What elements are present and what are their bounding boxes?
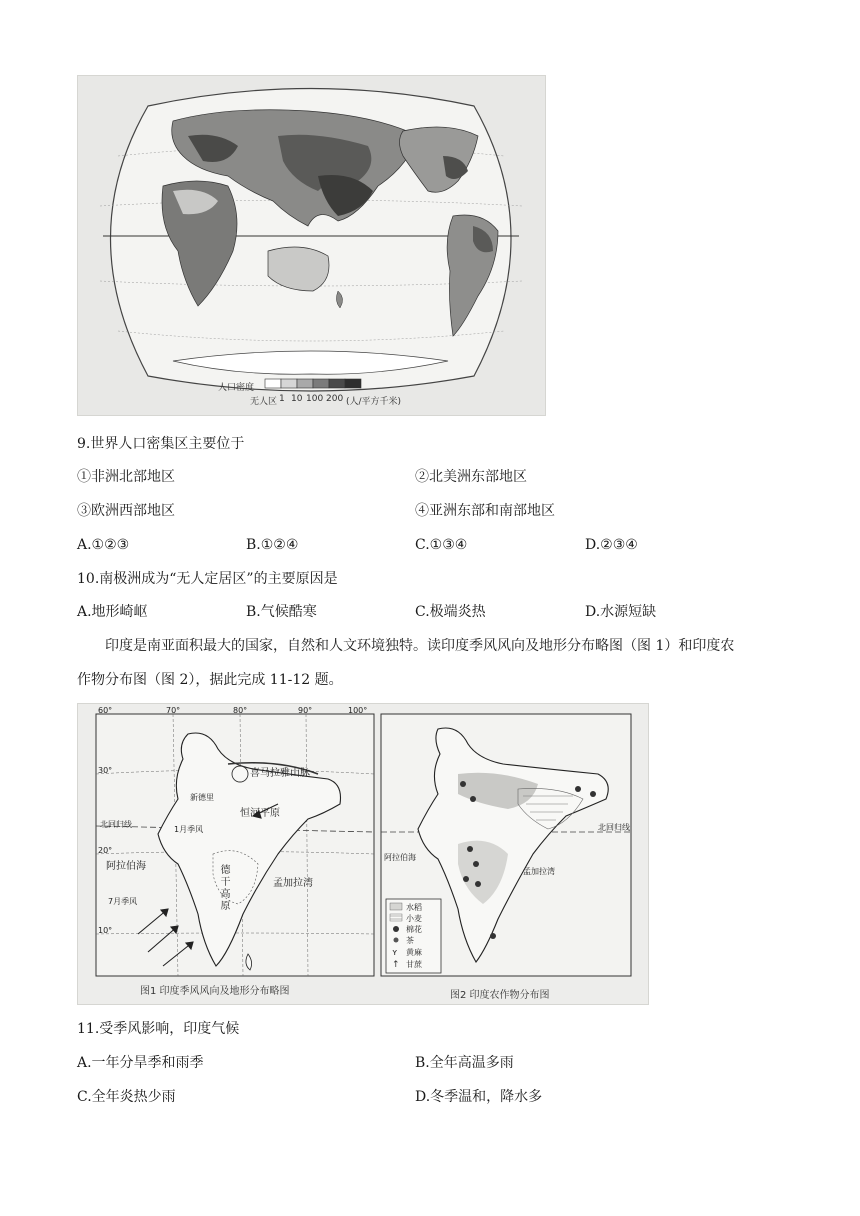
q9-item-2: ②北美洲东部地区 (415, 469, 527, 485)
q9-stem: 9.世界人口密集区主要位于 (77, 436, 245, 452)
q10-option-d[interactable]: D.水源短缺 (585, 604, 657, 620)
legend-tea: 茶 (406, 936, 414, 945)
q10-option-c[interactable]: C.极端炎热 (415, 604, 486, 620)
world-map-graphic (78, 76, 545, 415)
legend-title: 人口密度 (218, 383, 255, 393)
label-bengal-fig1: 孟加拉湾 (273, 878, 313, 889)
q9-option-b[interactable]: B.①②④ (246, 537, 299, 553)
legend-sugarcane: 甘蔗 (406, 960, 422, 969)
fig2-caption: 图2 印度农作物分布图 (450, 990, 550, 1001)
q10-option-a[interactable]: A.地形崎岖 (77, 604, 148, 620)
lat-label-10: 10° (98, 926, 113, 935)
lon-label-100: 100° (348, 706, 368, 715)
label-deccan: 德干高原 (218, 864, 229, 912)
label-himalaya: 喜马拉雅山脉 (250, 768, 310, 779)
legend-label-200: 200 (326, 394, 344, 404)
passage-line-1: 印度是南亚面积最大的国家，自然和人文环境独特。读印度季风风向及地形分布略图（图 1）和印度农 (105, 638, 735, 654)
q10-option-b[interactable]: B.气候酷寒 (246, 604, 317, 620)
q11-option-d[interactable]: D.冬季温和，降水多 (415, 1089, 543, 1105)
q9-option-c[interactable]: C.①③④ (415, 537, 468, 553)
q11-option-c[interactable]: C.全年炎热少雨 (77, 1089, 176, 1105)
lon-label-90: 90° (298, 706, 313, 715)
label-arabian-sea-fig1: 阿拉伯海 (106, 861, 146, 872)
svg-text:↑: ↑ (392, 960, 400, 970)
legend-wheat: 小麦 (406, 914, 422, 923)
q9-item-3: ③欧洲西部地区 (77, 503, 175, 519)
label-tropic-fig2: 北回归线 (598, 823, 630, 832)
label-tropic-fig1: 北回归线 (100, 820, 132, 829)
q10-stem: 10.南极洲成为“无人定居区”的主要原因是 (77, 571, 338, 587)
q11-option-a[interactable]: A.一年分旱季和雨季 (77, 1055, 204, 1071)
label-new-delhi: 新德里 (190, 793, 214, 802)
q9-option-a[interactable]: A.①②③ (77, 537, 130, 553)
svg-text:ʏ: ʏ (392, 948, 398, 958)
label-arabian-sea-fig2: 阿拉伯海 (384, 853, 416, 862)
legend-label-10: 10 (291, 394, 303, 404)
legend-cotton: 棉花 (406, 925, 422, 934)
q11-option-b[interactable]: B.全年高温多雨 (415, 1055, 514, 1071)
q9-option-d[interactable]: D.②③④ (585, 537, 638, 553)
india-maps-graphic (78, 704, 648, 1004)
label-jan-monsoon: 1月季风 (174, 825, 204, 834)
legend-label-1: 1 (279, 394, 285, 404)
lat-label-30: 30° (98, 766, 113, 775)
world-population-map (77, 75, 546, 416)
fig1-caption: 图1 印度季风风向及地形分布略图 (140, 986, 290, 997)
lat-label-20: 20° (98, 846, 113, 855)
legend-rice: 水稻 (406, 903, 422, 912)
legend-label-unit: (人/平方千米) (346, 397, 402, 407)
legend-label-100: 100 (306, 394, 324, 404)
india-maps-figure (77, 703, 649, 1005)
q9-item-4: ④亚洲东部和南部地区 (415, 503, 555, 519)
lon-label-80: 80° (233, 706, 248, 715)
legend-label-none: 无人区 (250, 397, 278, 407)
q11-stem: 11.受季风影响，印度气候 (77, 1021, 240, 1037)
lon-label-70: 70° (166, 706, 181, 715)
lon-label-60: 60° (98, 706, 113, 715)
legend-jute: 黄麻 (406, 948, 422, 957)
passage-line-2: 作物分布图（图 2），据此完成 11-12 题。 (77, 672, 343, 688)
label-ganges-plain: 恒河平原 (240, 808, 280, 819)
label-jul-monsoon: 7月季风 (108, 897, 138, 906)
q9-item-1: ①非洲北部地区 (77, 469, 175, 485)
label-bengal-fig2: 孟加拉湾 (523, 867, 555, 876)
